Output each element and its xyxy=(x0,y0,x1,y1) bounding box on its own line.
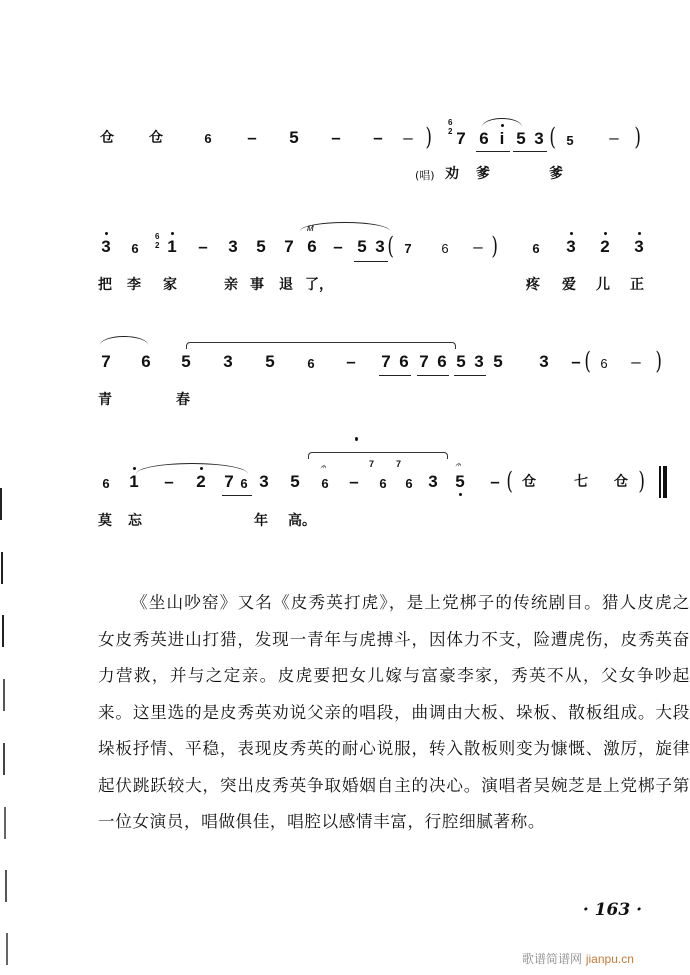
note: 1 xyxy=(164,237,180,257)
note: 3 xyxy=(563,237,579,257)
grace-note: 7 xyxy=(396,459,402,469)
lyric: 年 xyxy=(254,513,268,529)
note: 6 xyxy=(307,356,315,371)
note: 5 𝄐 xyxy=(452,472,468,492)
note: 7 xyxy=(284,237,294,256)
binding-mark xyxy=(3,679,5,711)
dash: – xyxy=(473,237,483,256)
note: 3 xyxy=(259,472,269,491)
dash: – xyxy=(403,128,413,147)
watermark-latin: jianpu.cn xyxy=(585,952,634,966)
page-number: · 163 · xyxy=(582,900,642,920)
underline-beam xyxy=(476,151,510,152)
note: 7 xyxy=(456,129,466,148)
binding-mark xyxy=(6,933,8,965)
close-paren: ) xyxy=(491,232,498,260)
final-barline-thick xyxy=(663,466,667,498)
phrase-bracket xyxy=(186,342,456,349)
note: 6 xyxy=(405,476,413,491)
lyric: 爹 xyxy=(476,166,490,182)
lyric: 爱 xyxy=(562,277,576,293)
lyric: 退 xyxy=(279,277,293,293)
open-paren: ( xyxy=(584,347,591,375)
lyric: 亲 xyxy=(224,277,238,293)
lyric: 把 xyxy=(98,277,112,293)
lyric: 疼 xyxy=(526,277,540,293)
note: 7 xyxy=(381,352,391,371)
note: 3 xyxy=(223,352,233,371)
dash: – xyxy=(333,237,343,256)
note: 5 xyxy=(493,352,503,371)
underline-beam xyxy=(354,261,388,262)
accent-dot xyxy=(355,437,358,441)
dash: – xyxy=(609,128,619,147)
dash: – xyxy=(247,128,257,147)
note: 7 xyxy=(224,472,234,491)
note: 5 xyxy=(265,352,275,371)
note: 3 xyxy=(98,237,114,257)
lyric: 忘 xyxy=(128,513,142,529)
open-paren: ( xyxy=(387,232,394,260)
lyric: 高。 xyxy=(288,513,316,529)
note: 6 xyxy=(600,356,608,371)
lyric: 莫 xyxy=(98,513,112,529)
note: 6 xyxy=(240,476,248,491)
binding-mark xyxy=(1,552,3,584)
article-paragraph: 《坐山吵窑》又名《皮秀英打虎》，是上党梆子的传统剧目。猎人皮虎之女皮秀英进山打猎，发现一青年与虎搏斗，因体力不支，险遭虎伤，皮秀英奋力营救，并与之定亲。皮虎要把女儿嫁与富豪李家，秀英不从，父女争吵起来。这里选的是皮秀英劝说父亲的唱段，曲调由大板、垛板、散板组成。大段垛板抒情、平稳，表现皮秀英的耐心说服，转入散板则变为慷慨、激厉，旋律起伏跳跃较大，突出皮秀英争取婚姻自主的决心。演唱者吴婉芝是上党梆子第一位女演员，唱做俱佳，唱腔以感情丰富，行腔细腻著称。 xyxy=(98,593,690,831)
note: 6 xyxy=(379,476,387,491)
lyric: 正 xyxy=(630,277,644,293)
underline-beam xyxy=(222,495,252,496)
note: 6 𝄐 xyxy=(320,462,329,491)
underline-beam xyxy=(513,151,547,152)
dash: – xyxy=(331,128,341,147)
note: 7 xyxy=(404,241,412,256)
note: 6 xyxy=(532,241,540,256)
note: 5 xyxy=(181,352,191,371)
percussion-syllable: 仓 xyxy=(614,474,628,490)
close-paren: ) xyxy=(638,467,645,495)
note: 3 xyxy=(228,237,238,256)
note: 7 xyxy=(419,352,429,371)
dash: – xyxy=(373,128,383,147)
lyric: 了， xyxy=(305,277,333,293)
lyric: 春 xyxy=(176,392,190,408)
grace-note: 7 xyxy=(369,459,375,469)
lyric: 事 xyxy=(250,277,264,293)
binding-mark xyxy=(5,870,7,902)
underline-beam xyxy=(417,375,449,376)
dash: – xyxy=(349,472,359,491)
note: 5 xyxy=(256,237,266,256)
watermark xyxy=(522,950,634,967)
note: 5 xyxy=(516,129,526,148)
dash: – xyxy=(490,472,500,491)
underline-beam xyxy=(454,375,486,376)
final-barline-thin xyxy=(659,466,661,498)
dash: – xyxy=(571,352,581,371)
note: 3 xyxy=(631,237,647,257)
note: 7 xyxy=(101,352,111,371)
close-paren: ) xyxy=(634,123,641,151)
lyric: 儿 xyxy=(596,277,610,293)
open-paren: ( xyxy=(506,467,513,495)
close-paren: ) xyxy=(425,123,432,151)
lyric: 李 xyxy=(127,277,141,293)
open-paren: ( xyxy=(549,123,556,151)
note: 6 xyxy=(479,129,489,148)
binding-mark xyxy=(3,743,5,775)
note: 6 xyxy=(204,131,212,146)
lyric: 劝 xyxy=(445,166,459,182)
note: 5 xyxy=(566,133,574,148)
note: 2 xyxy=(193,472,209,492)
dash: – xyxy=(346,352,356,371)
lyric: 青 xyxy=(98,392,112,408)
note: 3 xyxy=(539,352,549,371)
dash: – xyxy=(164,472,174,491)
watermark-cn: 歌谱简谱网 xyxy=(522,952,583,966)
slur xyxy=(100,336,148,345)
note: 3 xyxy=(428,472,438,491)
percussion-syllable: 仓 xyxy=(149,130,163,146)
article-body xyxy=(98,585,690,841)
note: 5 xyxy=(456,352,466,371)
phrase-bracket xyxy=(308,452,448,459)
dash: – xyxy=(631,352,641,371)
percussion-syllable: 仓 xyxy=(100,130,114,146)
grace-note: 6 2 xyxy=(448,118,453,136)
underline-beam xyxy=(379,375,411,376)
note: 1 xyxy=(126,472,142,492)
note: 3 xyxy=(474,352,484,371)
binding-mark xyxy=(0,488,2,520)
note: 6 xyxy=(441,241,449,256)
note: 3 xyxy=(534,129,544,148)
lyric: 爹 xyxy=(549,166,563,182)
binding-mark xyxy=(4,807,6,839)
dash: – xyxy=(198,237,208,256)
grace-note: 6 2 xyxy=(155,232,160,250)
note: 5 xyxy=(290,472,300,491)
note: 6 xyxy=(131,241,139,256)
lyric-prefix: (唱) xyxy=(415,169,435,182)
note: 5 xyxy=(289,128,299,147)
close-paren: ) xyxy=(655,347,662,375)
note: 6 xyxy=(141,352,151,371)
note: 6 xyxy=(437,352,447,371)
note: 6 xyxy=(399,352,409,371)
percussion-syllable: 七 xyxy=(574,474,588,490)
note: 5 xyxy=(357,237,367,256)
note: 3 xyxy=(375,237,385,256)
note: 2 xyxy=(597,237,613,257)
note: 6 ᴍ xyxy=(307,223,317,256)
lyric: 家 xyxy=(163,277,177,293)
binding-mark xyxy=(2,615,4,647)
note: 6 xyxy=(102,476,110,491)
note: i xyxy=(494,129,510,149)
percussion-syllable: 仓 xyxy=(522,474,536,490)
